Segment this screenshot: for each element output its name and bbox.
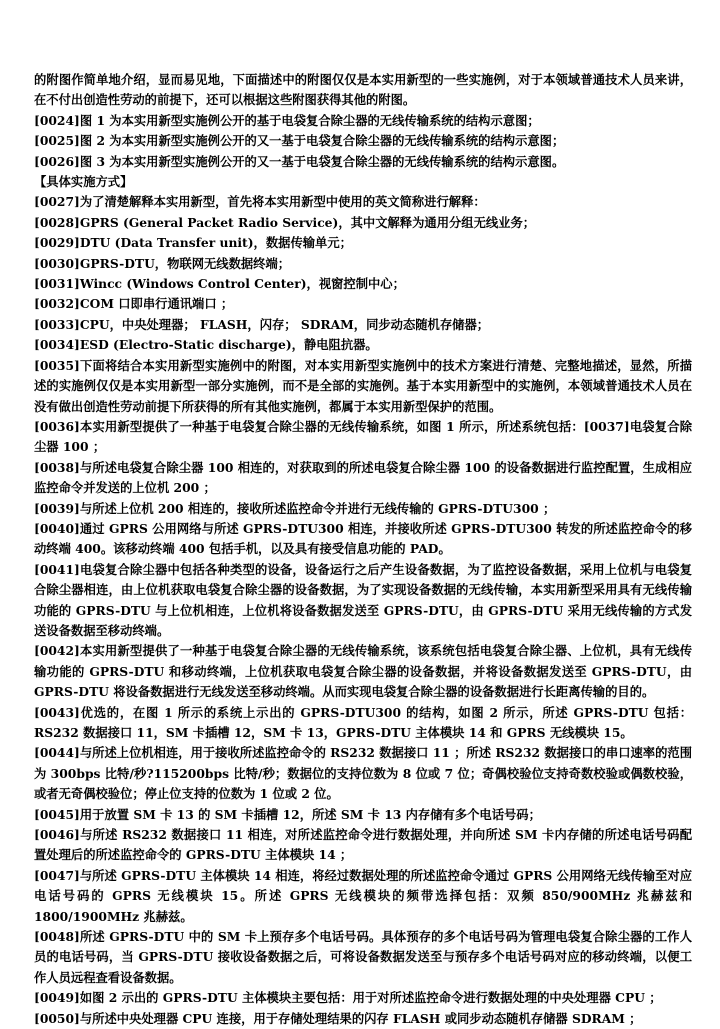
section-heading: 【具体实施方式】: [34, 174, 133, 190]
paragraph-0024: [0024]图 1 为本实用新型实施例公开的基于电袋复合除尘器的无线传输系统的结构示意图；: [34, 112, 540, 128]
paragraph-0050: [0050]与所述中央处理器 CPU 连接，用于存储处理结果的闪存 FLASH 或同步动态随机存储器 SDRAM ；: [34, 1010, 642, 1026]
paragraph-0034: [0034]ESD (Electro-Static discharge)，静电阻抗器。: [34, 337, 378, 353]
paragraph-0043: [0043]优选的，在图 1 所示的系统上示出的 GPRS-DTU300 的结构，如图 2 所示，所述 GPRS-DTU 包括：RS232 数据接口 11，SM 卡插槽 12，SM 卡 13，GPRS-DTU 主体模块 14 和 GPRS 无线模块 15。: [34, 704, 692, 740]
paragraph-0031: [0031]Wincc (Windows Control Center)，视窗控制中心；: [34, 276, 405, 292]
paragraph-0042: [0042]本实用新型提供了一种基于电袋复合除尘器的无线传输系统，该系统包括电袋复合除尘器、上位机，具有无线传输功能的 GPRS-DTU 和移动终端，上位机获取电袋复合除尘器的设备数据，并将设备数据发送至 GPRS-DTU，由 GPRS-DTU 将设备数据进行无线发送至移动终端。从而实现电袋复合除尘器的设备数据进行长距离传输的目的。: [34, 643, 692, 700]
paragraph-0038: [0038]与所述电袋复合除尘器 100 相连的，对获取到的所述电袋复合除尘器 100 的设备数据进行监控配置，生成相应监控命令并发送的上位机 200 ；: [34, 459, 692, 496]
paragraph-0029: [0029]DTU (Data Transfer unit)，数据传输单元；: [34, 235, 352, 251]
paragraph-0036: [0036]本实用新型提供了一种基于电袋复合除尘器的无线传输系统，如图 1 所示，所述系统包括：[0037]电袋复合除尘器 100 ；: [34, 418, 692, 455]
paragraph-0032: [0032]COM 口即串行通讯端口 ；: [34, 296, 234, 312]
paragraph-intro-continued: 的附图作简单地介绍，显而易见地，下面描述中的附图仅仅是本实用新型的一些实施例，对于本领域普通技术人员来讲，在不付出创造性劳动的前提下，还可以根据这些附图获得其他的附图。: [34, 72, 692, 108]
paragraph-0041: [0041]电袋复合除尘器中包括各种类型的设备，设备运行之后产生设备数据，为了监控设备数据，采用上位机与电袋复合除尘器相连，由上位机获取电袋复合除尘器的设备数据，为了实现设备数据的无线传输，本实用新型采用具有无线传输功能的 GPRS-DTU 与上位机相连，上位机将设备数据发送至 GPRS-DTU，由 GPRS-DTU 采用无线传输的方式发送设备数据至移动终端。: [34, 561, 692, 638]
paragraph-0028: [0028]GPRS (General Packet Radio Service)，其中文解释为通用分组无线业务；: [34, 214, 536, 230]
paragraph-0039: [0039]与所述上位机 200 相连的，接收所述监控命令并进行无线传输的 GPRS-DTU300 ；: [34, 500, 556, 516]
paragraph-0047: [0047]与所述 GPRS-DTU 主体模块 14 相连，将经过数据处理的所述监控命令通过 GPRS 公用网络无线传输至对应电话号码的 GPRS 无线模块 15。所述 GPRS 无线模块的频带选择包括：双频 850/900MHz 兆赫兹和 1800/1900MHz 兆赫兹。: [34, 867, 692, 924]
paragraph-0044: [0044]与所述上位机相连，用于接收所述监控命令的 RS232 数据接口 11 ；所述 RS232 数据接口的串口速率的范围为 300bps 比特/秒?115200bps 比特/秒；数据位的支持位数为 8 位或 7 位；奇偶校验位支持奇数校验或偶数校验，或者无奇偶校验位；停止位支持的位数为 1 位或 2 位。: [34, 745, 692, 802]
paragraph-0040: [0040]通过 GPRS 公用网络与所述 GPRS-DTU300 相连，并接收所述 GPRS-DTU300 转发的所述监控命令的移动终端 400。该移动终端 400 包括手机，以及具有接受信息功能的 PAD。: [34, 520, 692, 557]
paragraph-0048: [0048]所述 GPRS-DTU 中的 SM 卡上预存多个电话号码。具体预存的多个电话号码为管理电袋复合除尘器的工作人员的电话号码，当 GPRS-DTU 接收设备数据之后，可将设备数据发送至与预存多个电话号码对应的移动终端，以便工作人员远程查看设备数据。: [34, 929, 692, 985]
paragraph-0049: [0049]如图 2 示出的 GPRS-DTU 主体模块主要包括：用于对所述监控命令进行数据处理的中央处理器 CPU ；: [34, 990, 662, 1006]
paragraph-0026: [0026]图 3 为本实用新型实施例公开的又一基于电袋复合除尘器的无线传输系统的结构示意图。: [34, 153, 565, 169]
paragraph-0025: [0025]图 2 为本实用新型实施例公开的又一基于电袋复合除尘器的无线传输系统的结构示意图；: [34, 133, 565, 149]
paragraph-0030: [0030]GPRS-DTU，物联网无线数据终端；: [34, 255, 291, 271]
paragraph-0035: [0035]下面将结合本实用新型实施例中的附图，对本实用新型实施例中的技术方案进行清楚、完整地描述，显然，所描述的实施例仅仅是本实用新型一部分实施例，而不是全部的实施例。基于本实用新型中的实施例，本领域普通技术人员在没有做出创造性劳动前提下所获得的所有其他实施例，都属于本实用新型保护的范围。: [34, 357, 692, 414]
paragraph-0033: [0033]CPU，中央处理器； FLASH，闪存； SDRAM，同步动态随机存储器；: [34, 316, 490, 332]
paragraph-0045: [0045]用于放置 SM 卡 13 的 SM 卡插槽 12，所述 SM 卡 13 内存储有多个电话号码；: [34, 806, 541, 822]
paragraph-0046: [0046]与所述 RS232 数据接口 11 相连，对所述监控命令进行数据处理，并向所述 SM 卡内存储的所述电话号码配置处理后的所述监控命令的 GPRS-DTU 主体模块 14 ；: [34, 827, 692, 863]
paragraph-0027: [0027]为了清楚解释本实用新型，首先将本实用新型中使用的英文简称进行解释：: [34, 194, 486, 210]
